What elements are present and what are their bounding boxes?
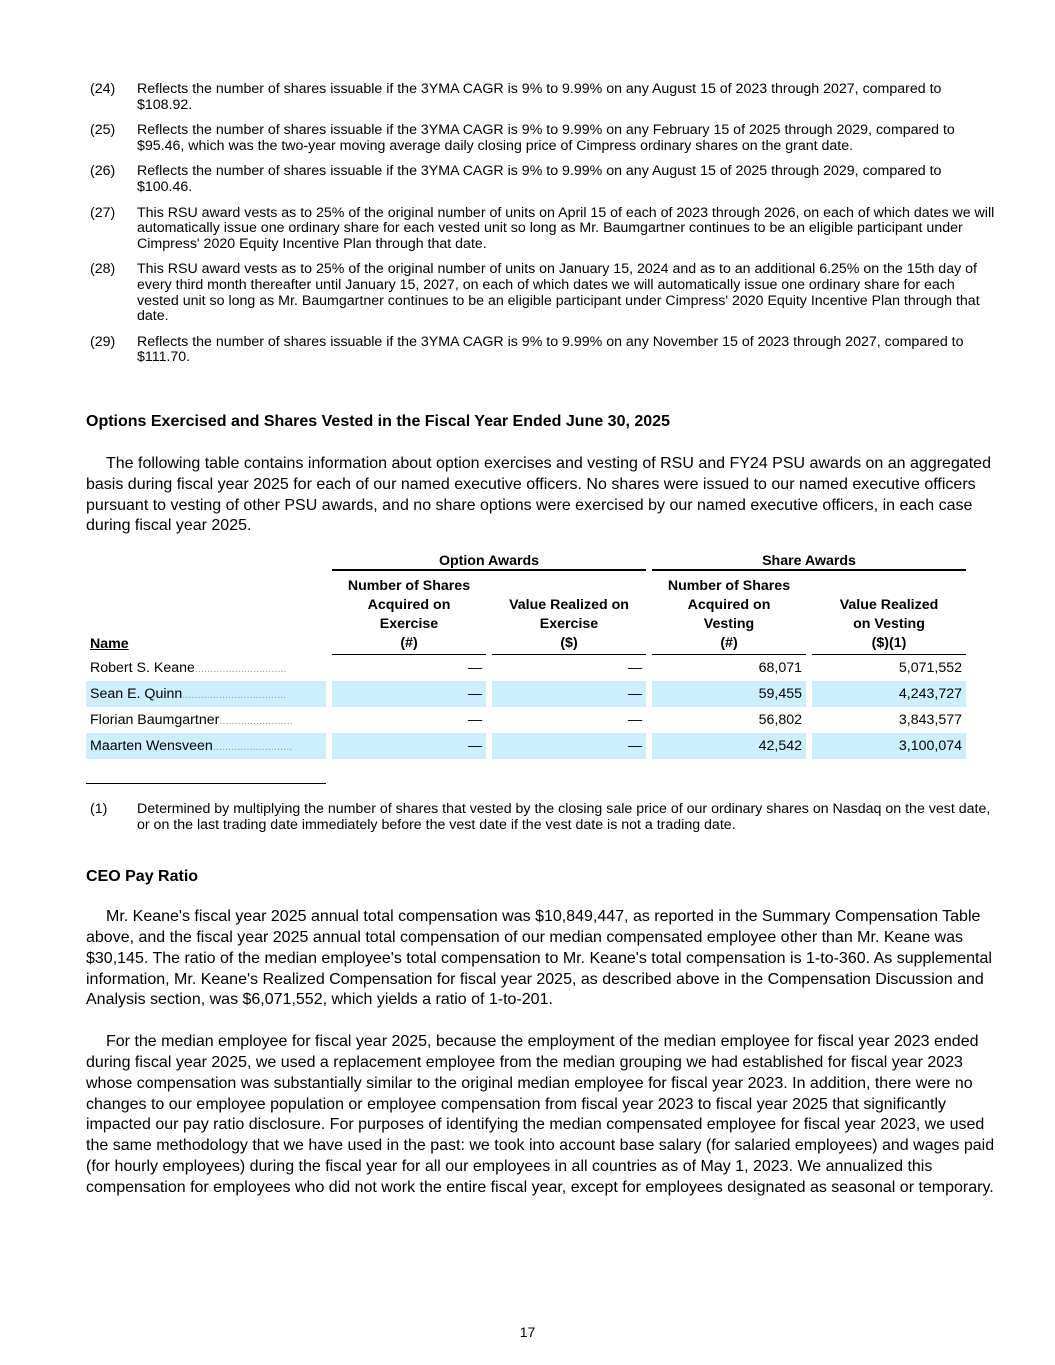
table-row [86,681,966,707]
row-value-vesting: 3,843,577 [898,712,962,729]
page-content [86,82,998,1199]
table-row [86,655,966,681]
row-shares-exercise: — [467,712,482,729]
leader-dots: ........................ [219,715,293,728]
footnote-24: (24) Reflects the number of shares issuable if the 3YMA CAGR is 9% to 9.99% on any August 15 of 2023 through 2027, compared to $108.92. [90,81,942,113]
row-value-exercise: — [627,712,642,729]
leader-dots: .......................... [212,741,293,754]
value-realized-vesting-header: Value Realized on Vesting ($)(1) [812,571,966,655]
row-shares-exercise: — [332,681,486,707]
row-name: Florian Baumgartner [90,712,220,729]
shares-acquired-exercise-header: Number of Shares Acquired on Exercise (#) [332,571,486,655]
options-table [80,547,972,759]
footnote-divider [86,783,326,784]
page-number: 17 [519,1324,536,1340]
row-name: Maarten Wensveen [90,738,213,755]
footnotes-top [86,82,998,366]
row-value-vesting: 3,100,074 [812,733,966,759]
row-value-exercise: — [492,733,646,759]
section-paragraph-options: The following table contains information about option exercises and vesting of RSU and FY24 PSU awards on an aggregated basis during fiscal year 2025 for each of our named executive officers. No shares were issued to our named executive officers pursuant to vesting of other PSU awards, and no share options were exercised by our named executive officers, in each case during fiscal year 2025. [86,454,991,535]
row-value-vesting: 5,071,552 [898,660,962,677]
shares-acquired-vesting-header: Number of Shares Acquired on Vesting (#) [652,571,806,655]
leader-dots: .............................. [194,663,287,676]
footnote-25: (25) Reflects the number of shares issuable if the 3YMA CAGR is 9% to 9.99% on any February 15 of 2025 through 2029, compared to $95.46, which was the two-year moving average daily closing price of Cimpress ordinary shares on the grant date. [90,122,955,154]
row-value-vesting: 4,243,727 [812,681,966,707]
row-value-exercise: — [627,660,642,677]
row-shares-vesting: 59,455 [652,681,806,707]
row-value-exercise: — [492,681,646,707]
footnote-28: (28) This RSU award vests as to 25% of the original number of units on January 15, 2024 and as to an additional 6.25% on the 15th day of every third month thereafter until January 15, 2027, on each of which dates we will automatically issue one ordinary share for each vested unit so long as Mr. Baumgartner continues to be an eligible participant under Cimpress' 2020 Equity Incentive Plan through that date. [90,261,980,325]
row-shares-vesting: 56,802 [758,712,802,729]
row-shares-vesting: 42,542 [652,733,806,759]
table-group-header [86,547,966,571]
option-awards-header: Option Awards [332,547,646,571]
footnote-26: (26) Reflects the number of shares issuable if the 3YMA CAGR is 9% to 9.99% on any August 15 of 2025 through 2029, compared to $100.46. [90,163,942,195]
share-awards-header: Share Awards [652,547,966,571]
row-name: Sean E. Quinn [90,686,183,703]
leader-dots: .................................. [182,689,287,702]
table-column-header [86,571,966,655]
row-name: Robert S. Keane [90,660,195,677]
ceo-pay-paragraph-2: For the median employee for fiscal year 2025, because the employment of the median employee for fiscal year 2023 ended during fiscal year 2025, we used a replacement employee from the median grouping we had established for fiscal year 2023 whose compensation was substantially similar to the original median employee for fiscal year 2023. In addition, there were no changes to our employee population or employee compensation from fiscal year 2023 to fiscal year 2025 that significantly impacted our pay ratio disclosure. For purposes of identifying the median compensated employee for fiscal year 2023, we used the same methodology that we have used in the past: we took into account base salary (for salaried employees) and wages paid (for hourly employees) during the fiscal year for all our employees in all countries as of May 1, 2023. We annualized this compensation for employees who did not work the entire fiscal year, except for employees designated as seasonal or temporary. [86,1033,995,1196]
table-row [86,707,966,733]
row-shares-exercise: — [467,660,482,677]
value-realized-exercise-header: Value Realized on Exercise ($) [492,571,646,655]
ceo-pay-paragraph-1: Mr. Keane's fiscal year 2025 annual total compensation was $10,849,447, as reported in the Summary Compensation Table above, and the fiscal year 2025 annual total compensation of our median compensated employee other than Mr. Keane was $30,145. The ratio of the median employee's total compensation to Mr. Keane's total compensation is 1-to-360. As supplemental information, Mr. Keane's Realized Compensation for fiscal year 2025, as described above in the Compensation Discussion and Analysis section, was $6,071,552, which yields a ratio of 1-to-201. [86,908,992,1009]
section-heading-ceo-pay: CEO Pay Ratio [86,868,199,886]
name-column-header: Name [90,636,129,653]
row-shares-vesting: 68,071 [758,660,802,677]
section-heading-options: Options Exercised and Shares Vested in the Fiscal Year Ended June 30, 2025 [86,412,670,430]
row-shares-exercise: — [332,733,486,759]
table-row [86,733,966,759]
footnote-27: (27) This RSU award vests as to 25% of the original number of units on April 15 of each of 2023 through 2026, on each of which dates we will automatically issue one ordinary share for each vested unit so long as Mr. Baumgartner continues to be an eligible participant under Cimpress' 2020 Equity Incentive Plan through that date. [90,204,995,252]
footnote-29: (29) Reflects the number of shares issuable if the 3YMA CAGR is 9% to 9.99% on any November 15 of 2023 through 2027, compared to $111.70. [90,333,964,366]
table-footnote: (1) Determined by multiplying the number of shares that vested by the closing sale price of our ordinary shares on Nasdaq on the vest date, or on the last trading date immediately before the vest date if the vest date is not a trading date. [90,801,991,833]
